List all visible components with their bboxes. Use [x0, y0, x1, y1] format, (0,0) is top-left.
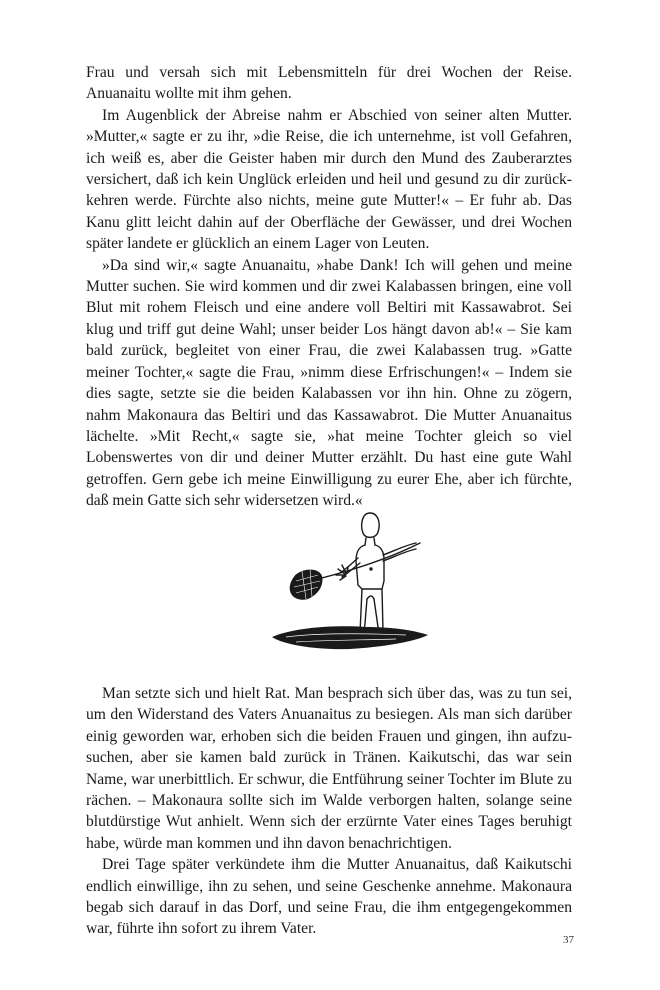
figure-illustration [266, 503, 432, 653]
figure-neck [365, 538, 375, 545]
paragraph-departure: Im Augenblick der Abreise nahm er Abschied von seiner alten Mutter. »Mutter,« sagte er zu ihr, »die Reise, die ich unternehme, ist voll Gefahren, ich weiß es, aber die Geister haben mir durch den Mund des Zauberarztes versichert, daß ich kein Unglück erleiden und heil und gesund zu dir zurückkehren werde. Fürchte also nichts, meine gute Mutter!« – Er fuhr ab. Das Kanu glitt leicht dahin auf der Oberfläche der Gewässer, und drei Wochen später landete er glücklich an einem Lager von Leuten. [86, 106, 572, 253]
paragraph-council: Man setzte sich und hielt Rat. Man besprach sich über das, was zu tun sei, um den Widerstand des Vaters Anuanaitus zu besiegen. Als man sich darüber einig geworden war, erhoben sich die beiden Frauen und gingen, ihn aufzusuchen, aber sie kamen bald zurück in Tränen. Kaikutschi, das war sein Name, war unerbittlich. Er schwur, die Entführung seiner Tochter im Blute zu rächen. – Makonaura sollte sich im Walde verborgen halten, solange seine blutdürstige Wut anhielt. Wenn sich der erzürnte Vater eines Tages beruhigt habe, würde man kommen und ihn davon benachrichtigen. [86, 685, 572, 852]
basket [290, 570, 322, 599]
text-block-top [86, 62, 572, 512]
text-block-bottom [86, 683, 572, 940]
figure-head [362, 513, 379, 537]
paragraph-arrival: »Da sind wir,« sagte Anuanaitu, »habe Dank! Ich will gehen und meine Mutter suchen. Sie wird kommen und dir zwei Kalabassen bringen, eine voll Blut mit rohem Fleisch und eine andere voll Beltiri mit Kassawabrot. Sei klug und triff gut deine Wahl; unser beider Los hängt davon ab!« – Sie kam bald zurück, begleitet von einer Frau, die zwei Kalabassen trug. »Gatte meiner Tochter,« sagte die Frau, »nimm diese Erfrischungen!« – Indem sie dies sagte, setzte sie die beiden Kalabassen vor ihn hin. Ohne zu zögern, nahm Makonaura das Beltiri und das Kassawabrot. Die Mutter Anuanaitus lächelte. »Mit Recht,« sagte sie, »hat meine Tochter gleich so viel Lobenswertes von dir und deiner Mutter erzählt. Du hast eine gute Wahl getroffen. Gern gebe ich meine Einwilligung zu eurer Ehe, aber ich fürchte, daß mein Gatte sich sehr widersetzen wird.« [86, 256, 572, 510]
paragraph-three-days: Drei Tage später verkündete ihm die Mutter Anuanaitus, daß Kaikutschi endlich einwillige, ihn zu sehen, und seine Geschenke annehme. Makonaura begab sich darauf in das Dorf, und seine Frau, die ihm entgegengekommen war, führte ihn sofort zu ihrem Vater. [86, 856, 572, 938]
ground-shadow [272, 626, 428, 649]
paragraph-continuation: Frau und versah sich mit Lebensmitteln für drei Wochen der Reise. Anuanaitu wollte mit ihm gehen. [86, 64, 572, 103]
page-number: 37 [563, 934, 574, 946]
pole [318, 543, 420, 579]
